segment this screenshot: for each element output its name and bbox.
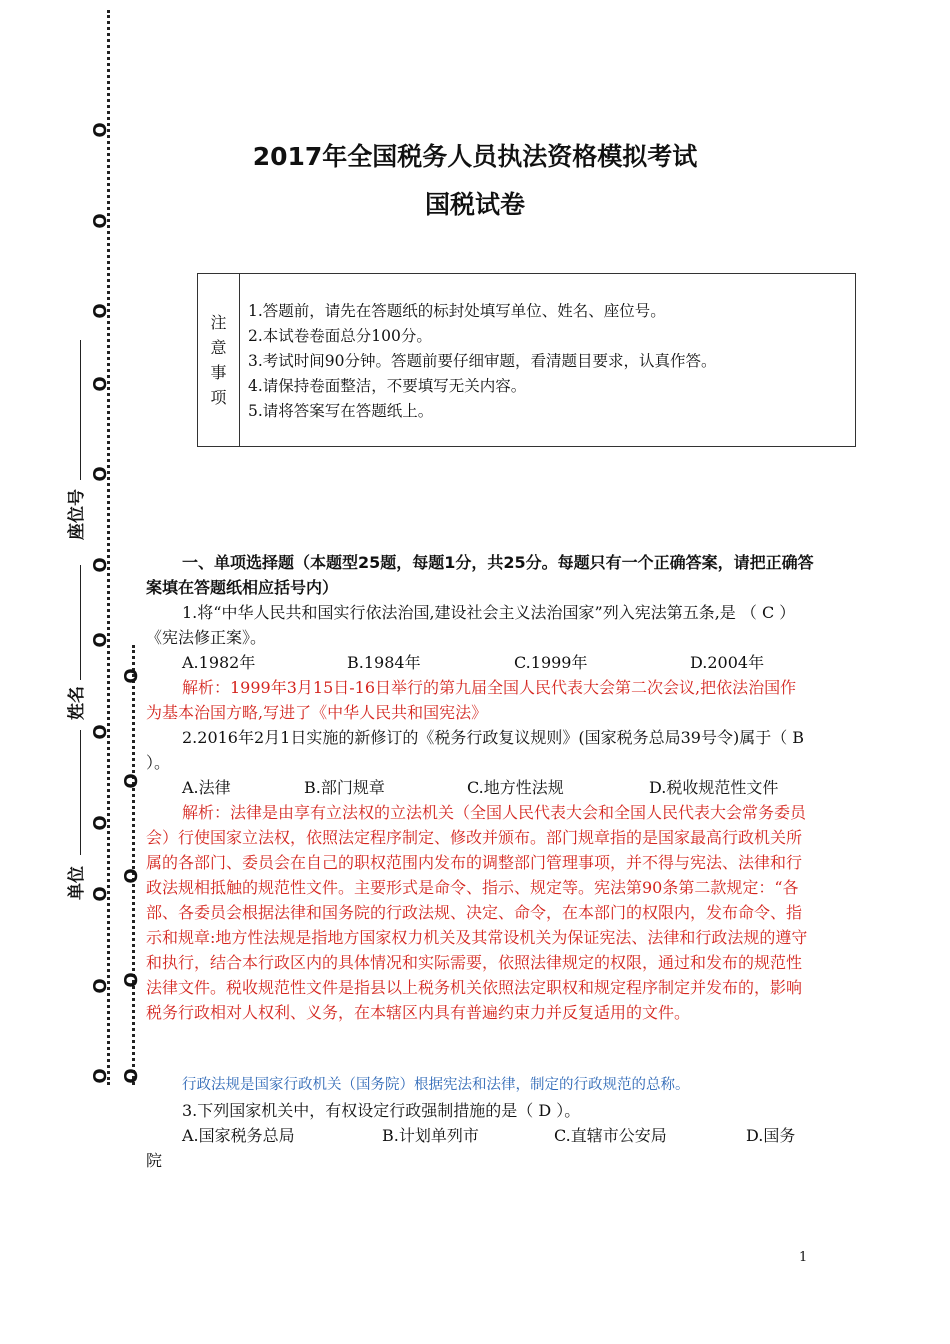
binding-ring: O: [121, 868, 142, 884]
option-d-wrapped: [746, 1123, 816, 1148]
binding-ring: O: [90, 122, 111, 138]
binding-ring: O: [121, 1068, 142, 1084]
option-c: C.直辖市公安局: [554, 1126, 667, 1145]
question-stem: 3.下列国家机关中，有权设定行政强制措施的是（ D ）。: [182, 1101, 581, 1120]
binding-ring: O: [90, 303, 111, 319]
page-title: 2017年全国税务人员执法资格模拟考试: [252, 142, 698, 171]
notice-heading-char: 项: [210, 388, 227, 407]
binding-ring: O: [121, 773, 142, 789]
notice-box: [197, 273, 856, 447]
question-stem: 2.2016年2月1日实施的新修订的《税务行政复议规则》(国家税务总局39号令)属于（ B ）。: [146, 728, 805, 772]
binding-dotted-line-inner: [132, 645, 135, 1085]
binding-ring: O: [90, 1068, 111, 1084]
binding-ring: O: [90, 978, 111, 994]
answer-analysis: 解析：法律是由享有立法权的立法机关（全国人民代表大会和全国人民代表大会常务委员会）行使国家立法权，依照法定程序制定、修改并颁布。部门规章指的是国家最高行政机关所属的各部门、委员会在自己的职权范围内发布的调整部门管理事项，并不得与宪法、法律和行政法规相抵触的规范性文件。主要形式是命令、指示、规定等。宪法第90条第二款规定：“各部、各委员会根据法律和国务院的行政法规、决定、命令，在本部门的权限内，发布命令、指示和规章:地方性法规是指地方国家权力机关及其常设机关为保证宪法、法律和行政法规的遵守和执行，结合本行政区内的具体情况和实际需要，依照法律规定的权限，通过和发布的规范性法律文件。税收规范性文件是指县以上税务机关依照法定职权和规定程序制定并发布的，影响税务行政相对人权利、义务，在本辖区内具有普遍约束力并反复适用的文件。: [146, 803, 808, 1022]
page-subtitle: 国税试卷: [424, 190, 525, 219]
binding-ring: O: [90, 724, 111, 740]
binding-ring: O: [121, 668, 142, 684]
answer-note: 行政法规是国家行政机关（国务院）根据宪法和法律，制定的行政规范的总称。: [182, 1077, 690, 1093]
notice-heading: [198, 274, 240, 446]
option-d: D.2004年: [690, 653, 765, 672]
unit-write-line: [80, 730, 81, 855]
binding-ring: O: [90, 466, 111, 482]
name-write-line: [80, 565, 81, 680]
option-b: B.计划单列市: [382, 1126, 479, 1145]
notice-list: [248, 299, 717, 424]
option-a: A.法律: [182, 778, 231, 797]
binding-ring: O: [90, 376, 111, 392]
name-label: 姓名: [67, 686, 87, 720]
binding-ring: O: [90, 886, 111, 902]
seat-write-line: [80, 340, 81, 480]
binding-ring: O: [90, 557, 111, 573]
notice-heading-char: 意: [210, 338, 227, 357]
notice-heading-char: 注: [210, 313, 227, 332]
option-d: D.国务: [746, 1126, 796, 1145]
option-a: A.国家税务总局: [182, 1126, 295, 1145]
notice-item: 1.答题前，请先在答题纸的标封处填写单位、姓名、座位号。: [248, 302, 666, 320]
notice-item: 2.本试卷卷面总分100分。: [248, 327, 432, 345]
question-stem: 1.将“中华人民共和国实行依法治国,建设社会主义法治国家”列入宪法第五条,是 （ C ）《宪法修正案》。: [146, 603, 796, 647]
page-number: 1: [799, 1250, 808, 1265]
unit-label: 单位: [67, 866, 87, 900]
seat-number-label: 座位号: [67, 489, 87, 540]
option-d-overflow: 院: [146, 1151, 163, 1170]
answer-analysis: 解析：1999年3月15日-16日举行的第九届全国人民代表大会第二次会议,把依法治国作为基本治国方略,写进了《中华人民共和国宪法》: [146, 678, 797, 722]
binding-ring: O: [121, 972, 142, 988]
notice-item: 5.请将答案写在答题纸上。: [248, 402, 434, 420]
option-b: B.1984年: [347, 653, 421, 672]
notice-heading-char: 事: [210, 363, 227, 382]
notice-item: 3.考试时间90分钟。答题前要仔细审题，看清题目要求，认真作答。: [248, 352, 717, 370]
option-c: C.1999年: [514, 653, 588, 672]
section-heading: 一、单项选择题（本题型25题，每题1分，共25分。每题只有一个正确答案，请把正确答案填在答题纸相应括号内）: [146, 553, 814, 597]
binding-ring: O: [90, 815, 111, 831]
option-d: D.税收规范性文件: [649, 778, 779, 797]
binding-ring: O: [90, 213, 111, 229]
option-b: B.部门规章: [304, 778, 385, 797]
option-c: C.地方性法规: [467, 778, 564, 797]
binding-ring: O: [90, 632, 111, 648]
notice-item: 4.请保持卷面整洁，不要填写无关内容。: [248, 377, 527, 395]
option-a: A.1982年: [182, 653, 256, 672]
